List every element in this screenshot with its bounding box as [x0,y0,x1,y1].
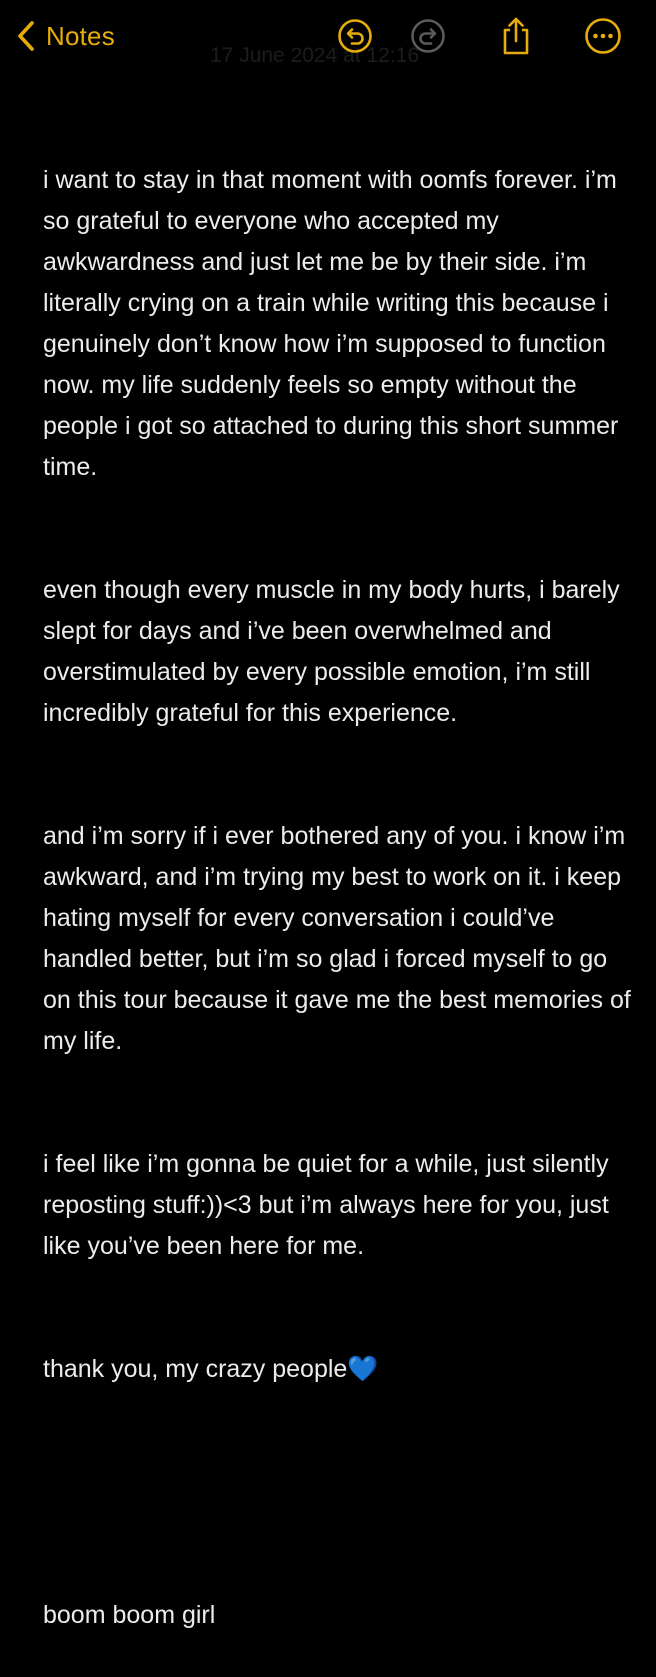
share-icon [499,16,533,56]
note-paragraph: i want to stay in that moment with oomfs forever. i’m so grateful to everyone who accepted my awkwardness and just let me be by their side. i’m literally crying on a train while writing this because i genuinely don’t know how i’m supposed to function now. my life suddenly feels so empty without the people i got so attached to during this short summer time. [43,166,626,481]
share-button[interactable] [494,14,538,58]
note-date: 17 June 2024 at 12:16 [210,44,420,67]
more-icon [584,17,622,55]
redo-button[interactable] [406,14,450,58]
blue-heart-emoji: 💙 [347,1355,379,1383]
back-label: Notes [46,20,115,51]
note-paragraph: i feel like i’m gonna be quiet for a while, just silently reposting stuff:))<3 but i’m always here for you, just like you’ve been here for me. [43,1150,616,1260]
note-body[interactable] [43,78,638,1677]
note-paragraph: and i’m sorry if i ever bothered any of you. i know i’m awkward, and i’m trying my best to work on it. i keep hating myself for every conversation i could’ve handled better, but i’m so glad i forced myself to go on this tour because it gave me the best memories of my life. [43,822,638,1055]
note-signature: boom boom girl [43,1601,216,1629]
note-paragraph-text: thank you, my crazy people [43,1355,348,1383]
navigation-bar [0,0,656,76]
undo-button[interactable] [333,14,377,58]
chevron-left-icon [16,20,36,52]
undo-icon [337,18,373,54]
more-button[interactable] [581,14,625,58]
redo-icon [410,18,446,54]
blank-line [43,1472,633,1513]
note-paragraph: even though every muscle in my body hurts, i barely slept for days and i’ve been overwhelmed and overstimulated by every possible emotion, i’m still incredibly grateful for this experience. [43,576,627,727]
back-button[interactable] [16,14,115,58]
note-paragraph [43,1349,633,1390]
